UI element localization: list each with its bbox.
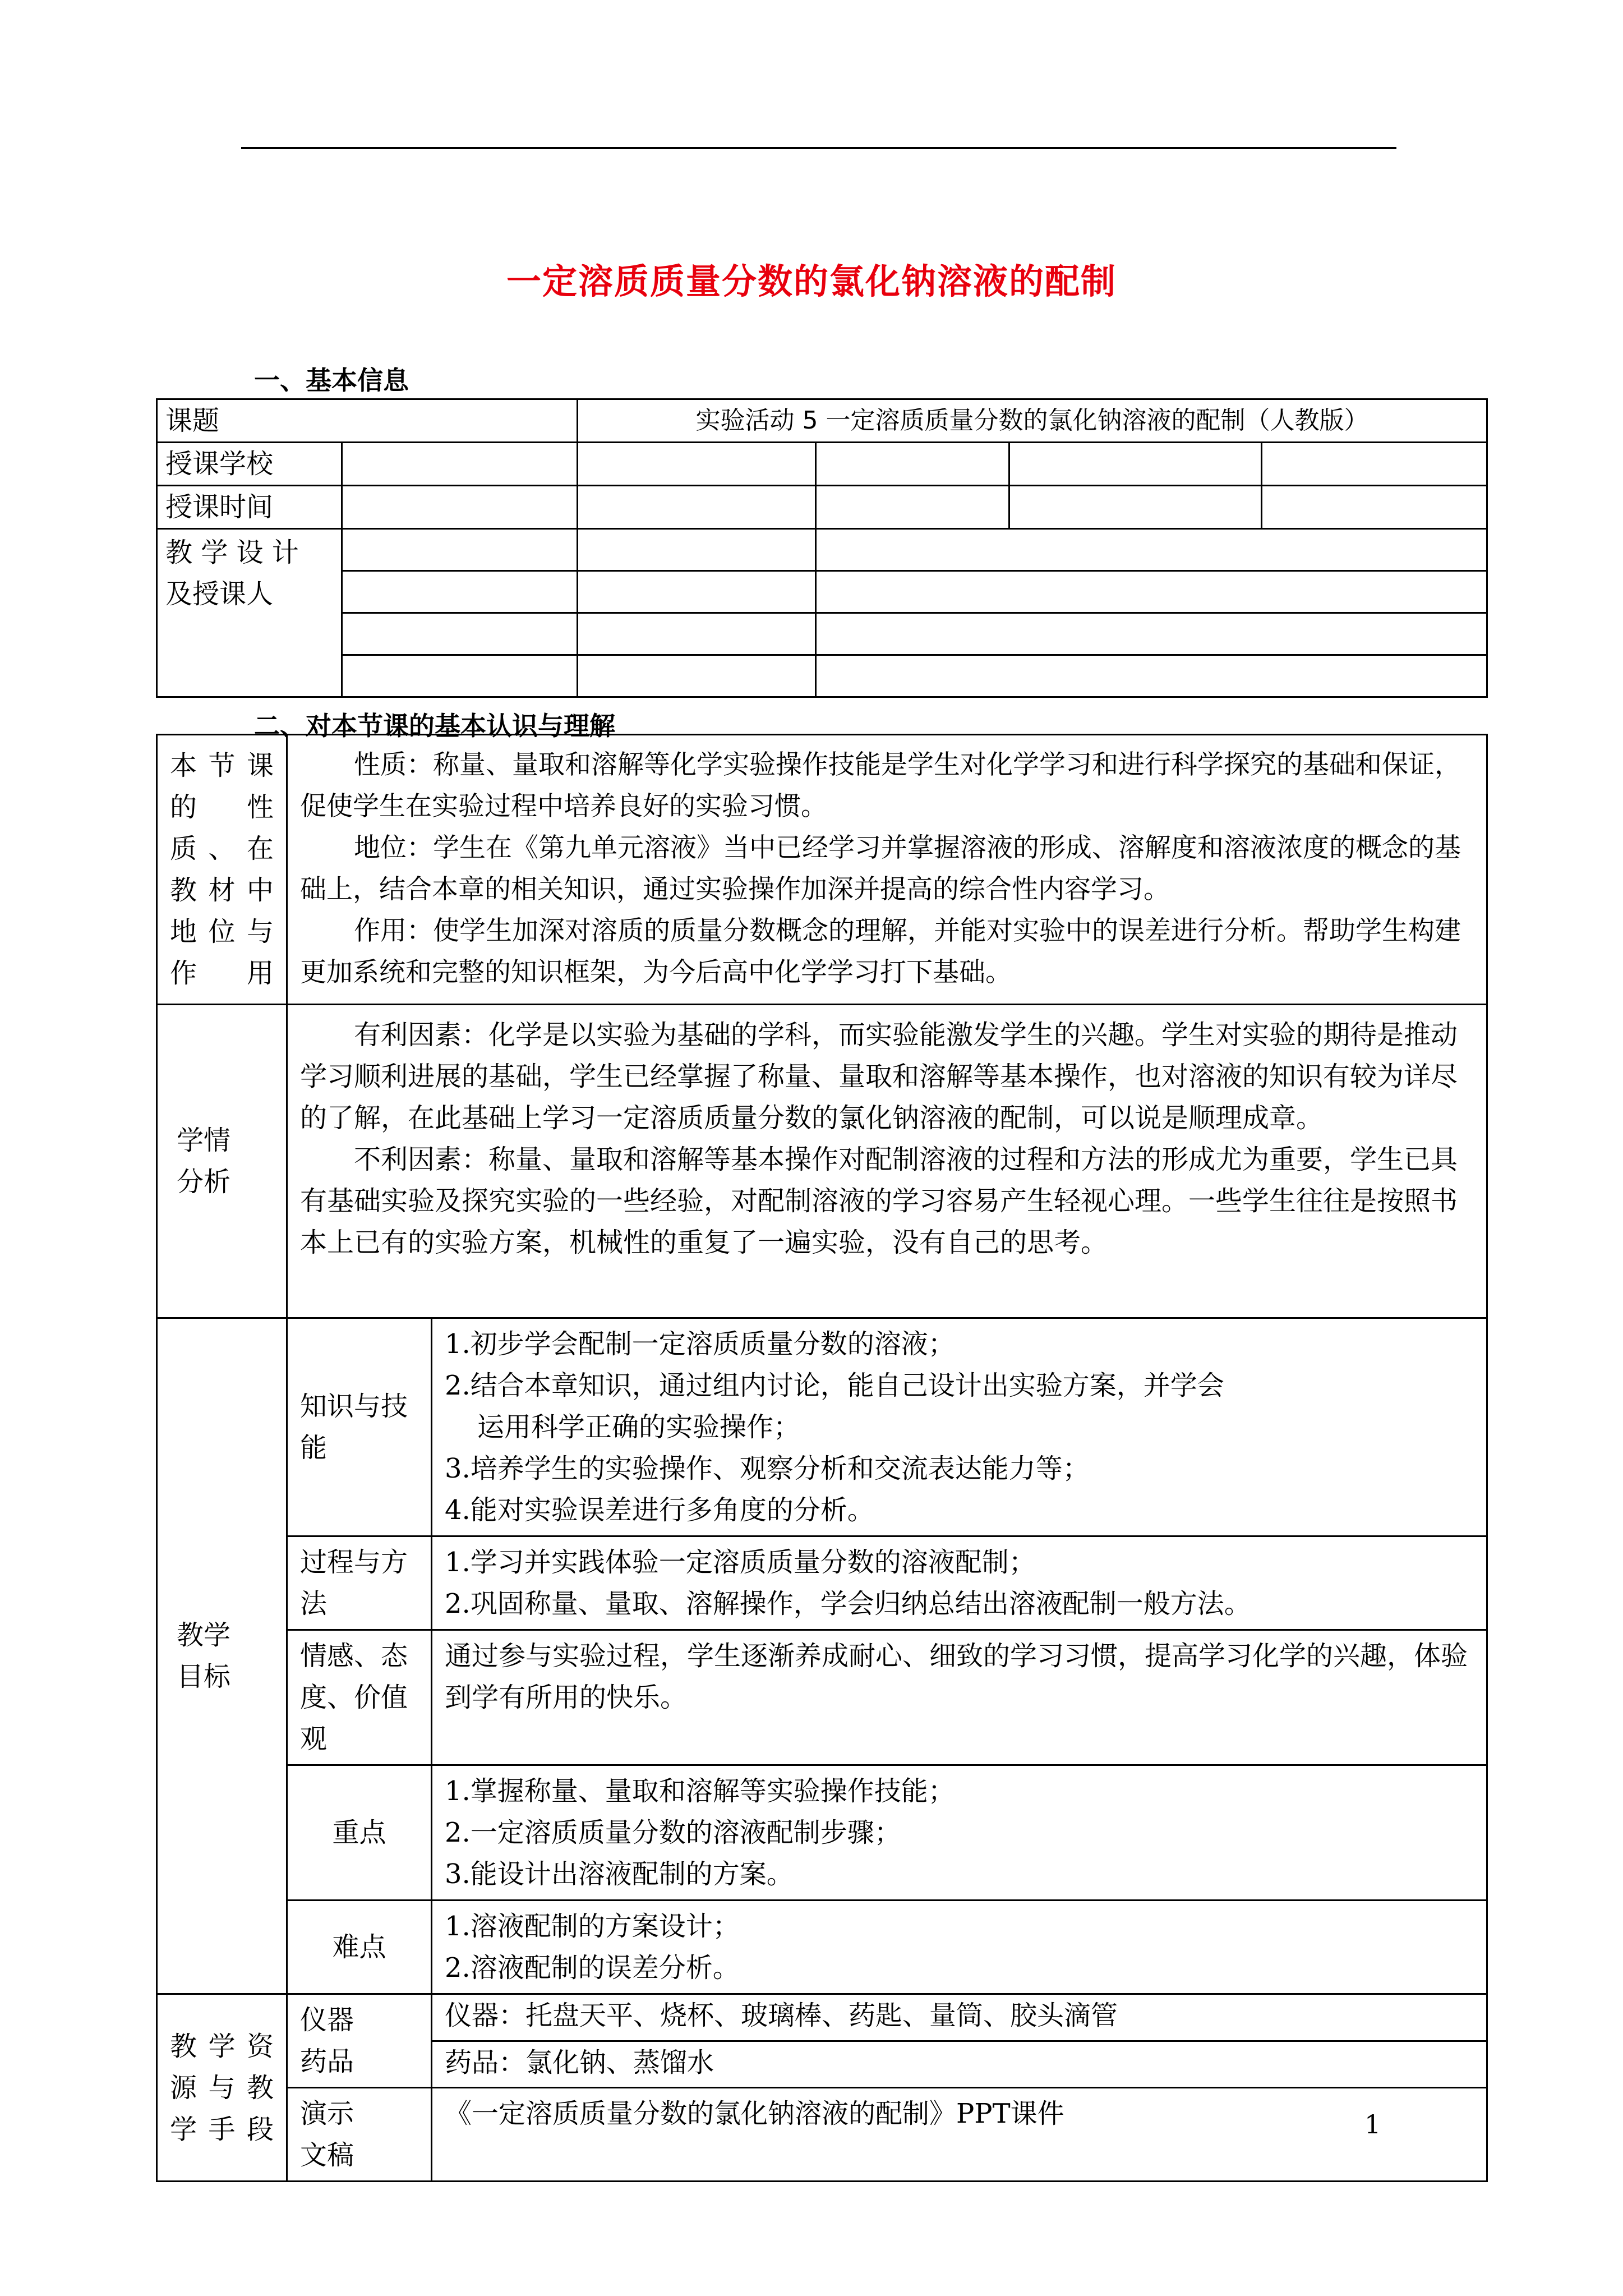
designer-cell	[578, 655, 816, 697]
time-cell	[816, 486, 1009, 529]
designer-label: 教 学 设 计 及授课人	[157, 529, 342, 697]
process-label: 过程与方法	[287, 1536, 432, 1630]
designer-cell	[578, 613, 816, 655]
designer-cell	[816, 529, 1487, 571]
topic-value: 实验活动 5 一定溶质质量分数的氯化钠溶液的配制（人教版）	[578, 399, 1487, 443]
emotion-label: 情感、态度、价值观	[287, 1630, 432, 1765]
key-content	[432, 1765, 1487, 1901]
nature-content	[287, 735, 1487, 1005]
difficulty-label: 难点	[287, 1901, 432, 1994]
time-cell	[578, 486, 816, 529]
difficulty-item: 2.溶液配制的误差分析。	[445, 1952, 740, 1984]
instruments-content: 仪器：托盘天平、烧杯、玻璃棒、药匙、量筒、胶头滴管	[432, 1994, 1487, 2041]
nature-paragraph: 地位：学生在《第九单元溶液》当中已经学习并掌握溶液的形成、溶解度和溶液浓度的概念的基础上，结合本章的相关知识，通过实验操作加深并提高的综合性内容学习。	[300, 832, 1461, 905]
designer-cell	[816, 613, 1487, 655]
section-heading-understanding: 二、对本节课的基本认识与理解	[254, 711, 615, 741]
school-cell	[342, 443, 578, 486]
equipment-label	[287, 1994, 432, 2088]
time-cell	[342, 486, 578, 529]
designer-cell	[342, 571, 578, 613]
document-title: 一定溶质质量分数的氯化钠溶液的配制	[506, 261, 1117, 302]
knowledge-content	[432, 1318, 1487, 1536]
process-item: 1.学习并实践体验一定溶质质量分数的溶液配制；	[445, 1547, 1036, 1578]
school-cell	[578, 443, 816, 486]
key-item: 2.一定溶质质量分数的溶液配制步骤；	[445, 1817, 901, 1848]
process-content	[432, 1536, 1487, 1630]
resources-label: 教学资源与教学手段	[157, 1994, 287, 2182]
knowledge-item: 3.培养学生的实验操作、观察分析和交流表达能力等；	[445, 1453, 1090, 1484]
slides-content: 《一定溶质质量分数的氯化钠溶液的配制》PPT课件	[432, 2088, 1487, 2182]
time-cell	[1262, 486, 1487, 529]
page-number: 1	[1364, 2109, 1381, 2139]
knowledge-item: 1.初步学会配制一定溶质质量分数的溶液；	[445, 1328, 955, 1360]
school-cell	[1009, 443, 1262, 486]
nature-label: 本节课的性质、在教材中地位与作用	[157, 735, 287, 1005]
designer-cell	[342, 613, 578, 655]
knowledge-label: 知识与技能	[287, 1318, 432, 1536]
key-item: 3.能设计出溶液配制的方案。	[445, 1858, 794, 1890]
learning-label	[157, 1005, 287, 1318]
slides-label-text: 演示文稿	[300, 2098, 354, 2171]
knowledge-item: 4.能对实验误差进行多角度的分析。	[445, 1494, 874, 1526]
key-item: 1.掌握称量、量取和溶解等实验操作技能；	[445, 1775, 955, 1807]
key-label: 重点	[287, 1765, 432, 1901]
school-cell	[816, 443, 1009, 486]
lesson-understanding-table	[156, 734, 1488, 2182]
slides-label	[287, 2088, 432, 2182]
designer-cell	[342, 529, 578, 571]
designer-cell	[342, 655, 578, 697]
emotion-content: 通过参与实验过程，学生逐渐养成耐心、细致的学习习惯，提高学习化学的兴趣，体验到学有所用的快乐。	[432, 1630, 1487, 1765]
basic-info-table	[156, 398, 1488, 698]
goals-label	[157, 1318, 287, 1994]
school-cell	[1262, 443, 1487, 486]
nature-paragraph: 作用：使学生加深对溶质的质量分数概念的理解，并能对实验中的误差进行分析。帮助学生构建更加系统和完整的知识框架，为今后高中化学学习打下基础。	[300, 915, 1461, 988]
header-rule	[241, 147, 1396, 149]
designer-cell	[816, 655, 1487, 697]
process-item: 2.巩固称量、量取、溶解操作，学会归纳总结出溶液配制一般方法。	[445, 1588, 1251, 1619]
nature-paragraph: 性质：称量、量取和溶解等化学实验操作技能是学生对化学学习和进行科学探究的基础和保证，促使学生在实验过程中培养良好的实验习惯。	[300, 749, 1461, 822]
difficulty-content	[432, 1901, 1487, 1994]
learning-content	[287, 1005, 1487, 1318]
school-label: 授课学校	[157, 443, 342, 486]
topic-label: 课题	[157, 399, 578, 443]
learning-paragraph: 有利因素：化学是以实验为基础的学科，而实验能激发学生的兴趣。学生对实验的期待是推动学习顺利进展的基础，学生已经掌握了称量、量取和溶解等基本操作，也对溶液的知识有较为详尽的了解，在此基础上学习一定溶质质量分数的氯化钠溶液的配制，可以说是顺理成章。	[300, 1019, 1458, 1134]
designer-cell	[578, 529, 816, 571]
designer-cell	[816, 571, 1487, 613]
goals-label-text: 教学目标	[177, 1619, 231, 1692]
difficulty-item: 1.溶液配制的方案设计；	[445, 1911, 740, 1942]
knowledge-item: 2.结合本章知识，通过组内讨论，能自己设计出实验方案，并学会	[445, 1370, 1224, 1401]
equipment-label-text: 仪器药品	[300, 2004, 354, 2077]
chemicals-content: 药品：氯化钠、蒸馏水	[432, 2041, 1487, 2088]
time-label: 授课时间	[157, 486, 342, 529]
designer-cell	[578, 571, 816, 613]
time-cell	[1009, 486, 1262, 529]
learning-label-text: 学情分析	[177, 1125, 231, 1198]
section-heading-basic-info: 一、基本信息	[254, 365, 409, 395]
learning-paragraph: 不利因素：称量、量取和溶解等基本操作对配制溶液的过程和方法的形成尤为重要，学生已具有基础实验及探究实验的一些经验，对配制溶液的学习容易产生轻视心理。一些学生往往是按照书本上已有的实验方案，机械性的重复了一遍实验，没有自己的思考。	[300, 1144, 1458, 1258]
knowledge-item: 运用科学正确的实验操作；	[477, 1411, 801, 1443]
